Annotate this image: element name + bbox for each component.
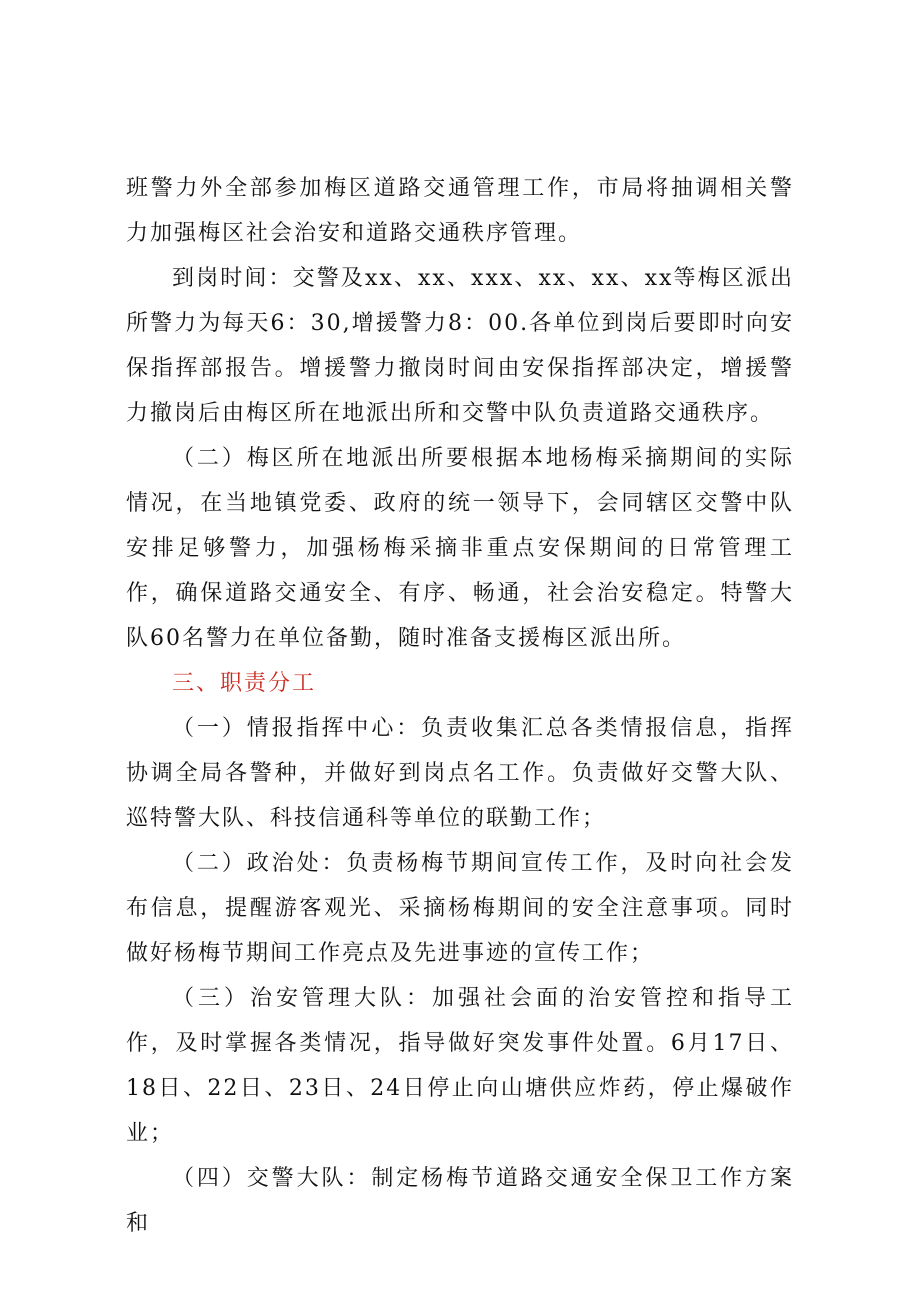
- duty-political-office: （二）政治处：负责杨梅节期间宣传工作，及时向社会发布信息，提醒游客观光、采摘杨梅期间的安全注意事项。同时做好杨梅节期间工作亮点及先进事迹的宣传工作；: [126, 851, 794, 966]
- paragraph-local-station: （二）梅区所在地派出所要根据本地杨梅采摘期间的实际情况，在当地镇党委、政府的统一领导下，会同辖区交警中队安排足够警力，加强杨梅采摘非重点安保期间的日常管理工作，确保道路交通安全、有序、畅通，社会治安稳定。特警大队60名警力在单位备勤，随时准备支援梅区派出所。: [126, 446, 794, 651]
- duty-public-security: （三）治安管理大队：加强社会面的治安管控和指导工作，及时掌握各类情况，指导做好突发事件处置。6月17日、18日、22日、23日、24日停止向山塘供应炸药，停止爆破作业；: [126, 986, 794, 1146]
- duty-intelligence-command: （一）情报指挥中心：负责收集汇总各类情报信息，指挥协调全局各警种，并做好到岗点名工作。负责做好交警大队、巡特警大队、科技信通科等单位的联勤工作；: [126, 716, 794, 831]
- document-page: [126, 166, 794, 1246]
- paragraph-arrival-time: 到岗时间：交警及xx、xx、xxx、xx、xx、xx等梅区派出所警力为每天6：30,增援警力8：00.各单位到岗后要即时向安保指挥部报告。增援警力撤岗时间由安保指挥部决定，增援警力撤岗后由梅区所在地派出所和交警中队负责道路交通秩序。: [126, 266, 794, 426]
- paragraph-continuation: 班警力外全部参加梅区道路交通管理工作，市局将抽调相关警力加强梅区社会治安和道路交通秩序管理。: [126, 176, 794, 246]
- duty-traffic-police: （四）交警大队：制定杨梅节道路交通安全保卫工作方案和: [126, 1166, 794, 1236]
- section-heading-duties: 三、职责分工: [172, 671, 317, 696]
